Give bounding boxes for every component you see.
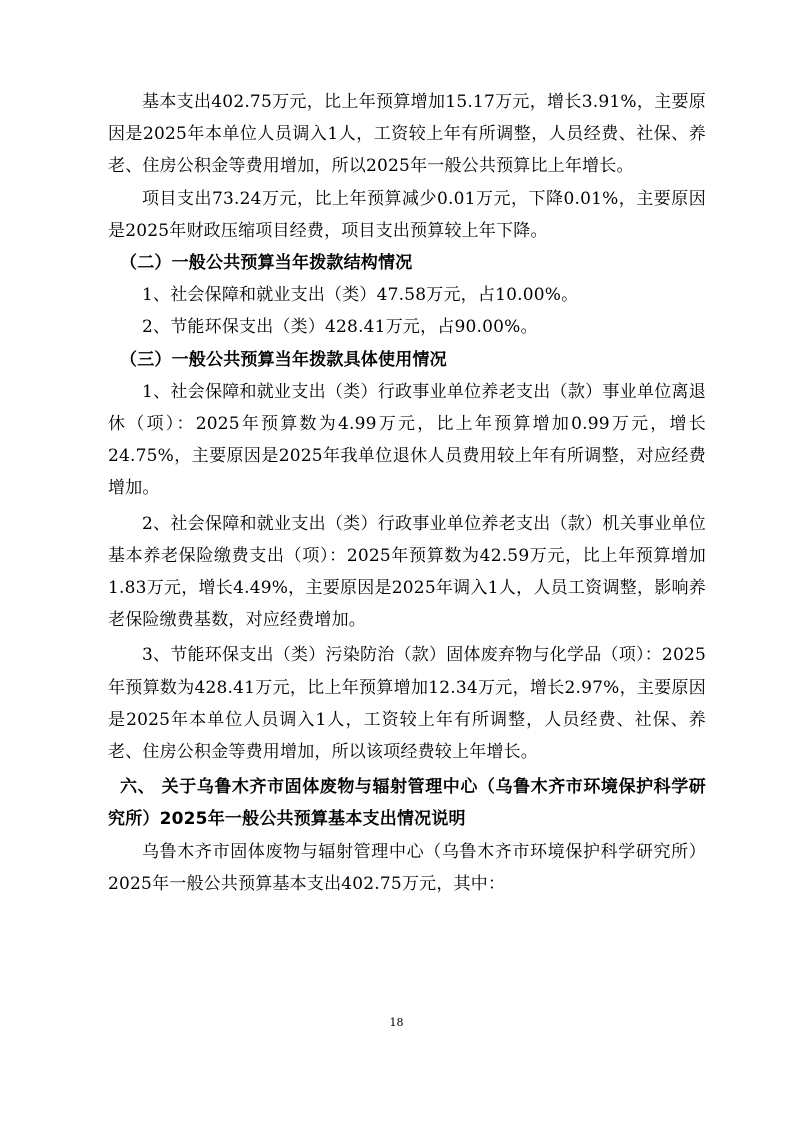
paragraph-usage-item-2: 2、社会保障和就业支出（类）行政事业单位养老支出（款）机关事业单位基本养老保险缴费支出（项）：2025年预算数为42.59万元，比上年预算增加1.83万元，增长4.49%，主要原因是2025年调入1人，人员工资调整，影响养老保险缴费基数，对应经费增加。 — [108, 513, 706, 631]
section-heading-six: 六、 关于乌鲁木齐市固体废物与辐射管理中心（乌鲁木齐市环境保护科学研究所）2025年一般公共预算基本支出情况说明 — [108, 777, 706, 830]
document-body — [108, 86, 706, 900]
heading-appropriation-usage: （三）一般公共预算当年拨款具体使用情况 — [120, 349, 447, 370]
paragraph-project-expenditure: 项目支出73.24万元，比上年预算减少0.01万元，下降0.01%，主要原因是2025年财政压缩项目经费，项目支出预算较上年下降。 — [108, 188, 706, 241]
paragraph-basic-expenditure-summary: 乌鲁木齐市固体废物与辐射管理中心（乌鲁木齐市环境保护科学研究所）2025年一般公共预算基本支出402.75万元，其中： — [108, 841, 706, 894]
paragraph-social-security: 1、社会保障和就业支出（类）47.58万元，占10.00%。 — [142, 285, 579, 306]
paragraph-environmental-protection: 2、节能环保支出（类）428.41万元，占90.00%。 — [142, 317, 538, 338]
heading-appropriation-structure: （二）一般公共预算当年拨款结构情况 — [120, 253, 413, 274]
page-number: 18 — [389, 1016, 404, 1029]
paragraph-usage-item-3: 3、节能环保支出（类）污染防治（款）固体废弃物与化学品（项）：2025年预算数为428.41万元，比上年预算增加12.34万元，增长2.97%，主要原因是2025年本单位人员调入1人，工资较上年有所调整，人员经费、社保、养老、住房公积金等费用增加，所以该项经费较上年增长。 — [108, 645, 706, 763]
paragraph-usage-item-1: 1、社会保障和就业支出（类）行政事业单位养老支出（款）事业单位离退休（项）：2025年预算数为4.99万元，比上年预算增加0.99万元，增长24.75%，主要原因是2025年我单位退休人员费用较上年有所调整，对应经费增加。 — [108, 381, 706, 499]
paragraph-basic-expenditure: 基本支出402.75万元，比上年预算增加15.17万元，增长3.91%，主要原因是2025年本单位人员调入1人，工资较上年有所调整，人员经费、社保、养老、住房公积金等费用增加，所以2025年一般公共预算比上年增长。 — [108, 92, 706, 177]
